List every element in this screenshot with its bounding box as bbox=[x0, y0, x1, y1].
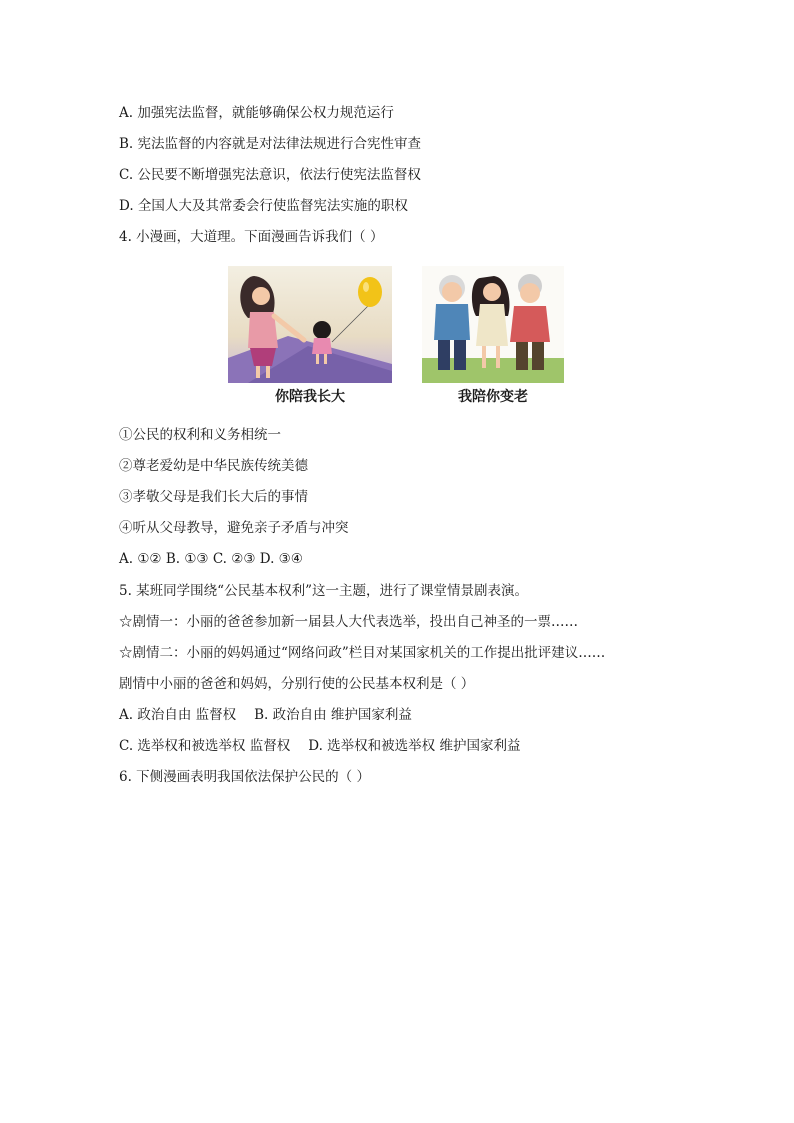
q4-statement-4: ④听从父母教导，避免亲子矛盾与冲突 bbox=[119, 520, 349, 536]
q4-stem: 4. 小漫画，大道理。下面漫画告诉我们（ ） bbox=[119, 229, 384, 245]
q6-stem: 6. 下侧漫画表明我国依法保护公民的（ ） bbox=[119, 769, 370, 785]
q5-scene-1: ☆剧情一：小丽的爸爸参加新一届县人大代表选举，投出自己神圣的一票…… bbox=[119, 614, 578, 630]
cartoon-mother-child-image bbox=[228, 266, 392, 383]
q5-scene-2: ☆剧情二：小丽的妈妈通过“网络问政”栏目对某国家机关的工作提出批评建议…… bbox=[119, 645, 606, 661]
q3-option-c: C. 公民要不断增强宪法意识，依法行使宪法监督权 bbox=[119, 167, 421, 183]
q4-options: A. ①② B. ①③ C. ②③ D. ③④ bbox=[119, 551, 303, 567]
cartoon-right-caption: 我陪你变老 bbox=[458, 389, 528, 405]
cartoon-elderly-parents-image bbox=[422, 266, 564, 383]
q5-option-d: D. 选举权和被选举权 维护国家利益 bbox=[308, 738, 521, 754]
cartoon-left-caption: 你陪我长大 bbox=[275, 389, 345, 405]
q5-option-b: B. 政治自由 维护国家利益 bbox=[254, 707, 412, 723]
q3-option-b: B. 宪法监督的内容就是对法律法规进行合宪性审查 bbox=[119, 136, 422, 152]
q4-statement-2: ②尊老爱幼是中华民族传统美德 bbox=[119, 458, 308, 474]
q5-question: 剧情中小丽的爸爸和妈妈，分别行使的公民基本权利是（ ） bbox=[119, 676, 475, 692]
q3-option-a: A. 加强宪法监督，就能够确保公权力规范运行 bbox=[119, 105, 394, 121]
q5-options-cd bbox=[119, 737, 520, 755]
q5-stem: 5. 某班同学围绕“公民基本权利”这一主题，进行了课堂情景剧表演。 bbox=[119, 583, 528, 599]
q4-statement-3: ③孝敬父母是我们长大后的事情 bbox=[119, 489, 308, 505]
q5-options-ab bbox=[119, 706, 412, 724]
q5-option-a: A. 政治自由 监督权 bbox=[119, 707, 237, 723]
q5-option-c: C. 选举权和被选举权 监督权 bbox=[119, 738, 291, 754]
q3-option-d: D. 全国人大及其常委会行使监督宪法实施的职权 bbox=[119, 198, 408, 214]
q4-statement-1: ①公民的权利和义务相统一 bbox=[119, 427, 281, 443]
